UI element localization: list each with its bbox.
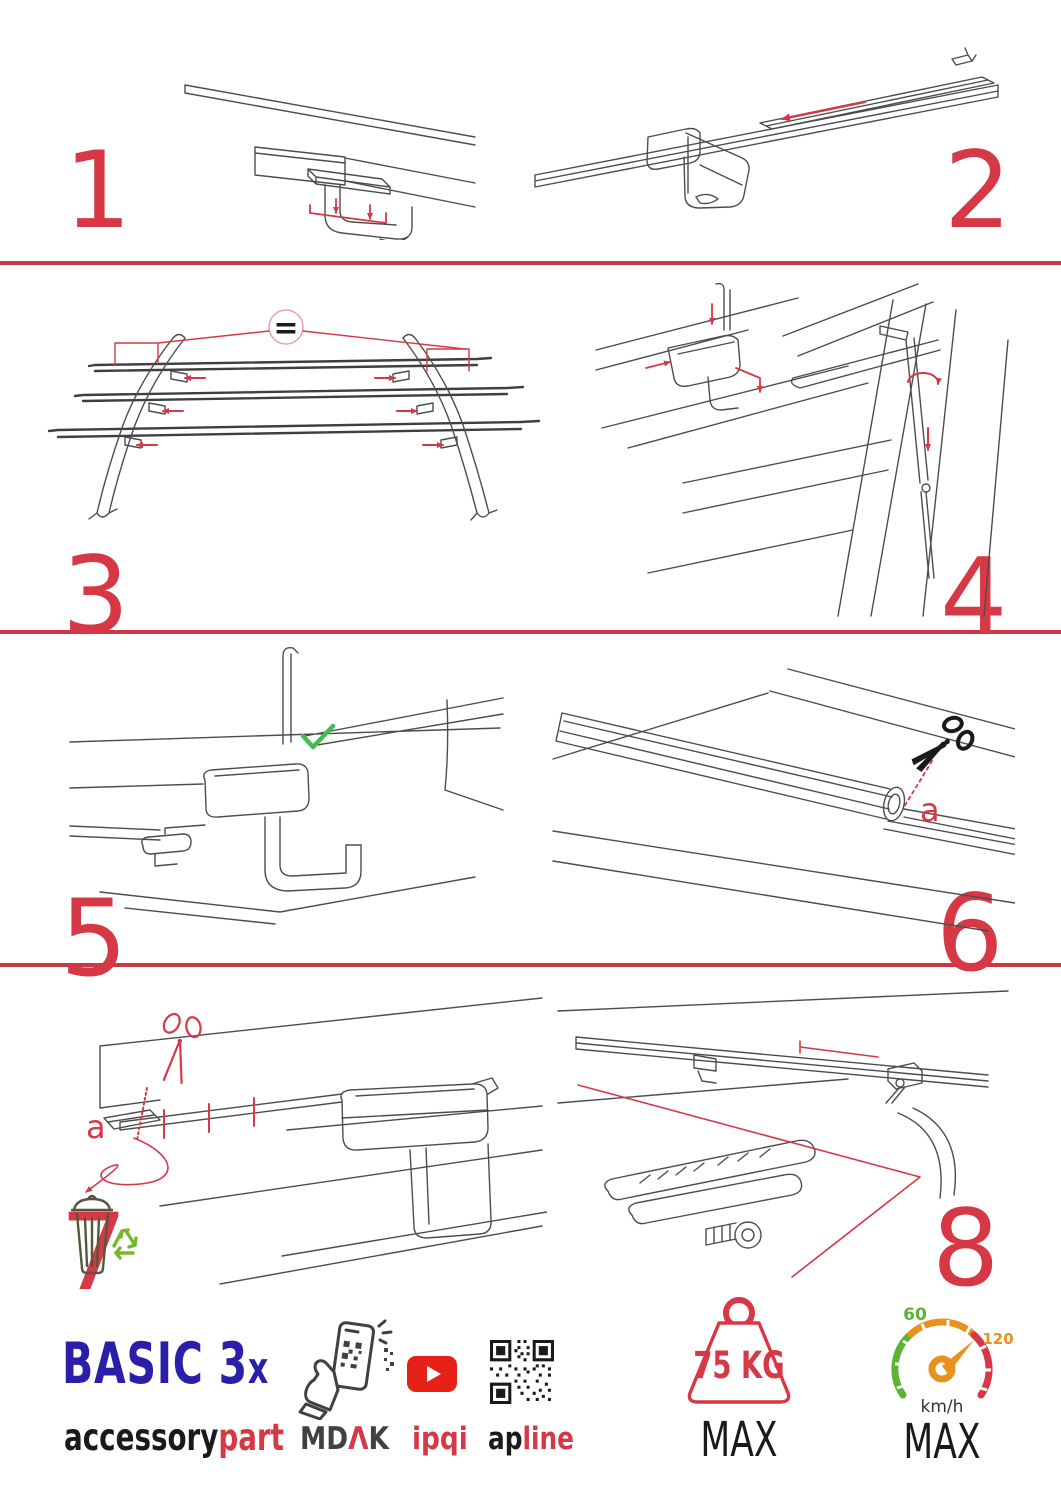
brand-apline — [488, 1421, 574, 1457]
floating-qr-pixels — [384, 1348, 394, 1371]
step2-drawing — [520, 25, 1015, 220]
step7-drawing — [42, 988, 547, 1290]
brand-mdak — [300, 1421, 389, 1457]
apline-red: line — [522, 1421, 574, 1457]
check-icon — [303, 726, 333, 747]
mdak-pre: MD — [300, 1421, 349, 1457]
step-number-8: 8 — [932, 1187, 998, 1310]
endcap-detail — [605, 1140, 815, 1248]
scissors-icon-red — [152, 1010, 206, 1085]
step4-drawing — [588, 278, 1012, 618]
product-suffix: x — [247, 1343, 270, 1394]
label-a: a — [920, 791, 940, 829]
step5-drawing — [55, 640, 515, 932]
ipqi-label: ipqi — [412, 1421, 468, 1457]
step6-drawing — [548, 663, 1015, 955]
section-divider — [0, 630, 1061, 634]
roof-rail-lines — [185, 85, 475, 207]
phone-qr-scan-icon — [296, 1318, 404, 1420]
equals-symbol: = — [273, 311, 299, 346]
clamp-assembly — [142, 764, 361, 891]
product-logo — [62, 1331, 270, 1397]
roof-surface — [70, 698, 503, 924]
step-number-6: 6 — [936, 872, 1002, 995]
speed-low-label: 60 — [903, 1305, 927, 1325]
insert-plate — [308, 169, 390, 194]
hook-rod — [283, 648, 298, 744]
weight-icon — [664, 1296, 814, 1466]
step1-drawing — [140, 55, 480, 240]
step3-drawing — [45, 285, 545, 533]
brand-wordmark — [64, 1416, 284, 1459]
weight-value: 75 KG — [693, 1343, 785, 1388]
product-name: BASIC 3 — [62, 1331, 248, 1397]
equals-badge — [269, 310, 303, 346]
mdak-caret: Λ — [348, 1421, 369, 1457]
weight-max-label: MAX — [700, 1411, 778, 1466]
trash-bin-icon — [72, 1196, 112, 1273]
brand-word-red: part — [218, 1416, 284, 1459]
step8-drawing — [548, 983, 1015, 1310]
speedometer-icon — [870, 1300, 1015, 1465]
brand-word-black: accessory — [64, 1416, 219, 1459]
crossbar — [535, 48, 998, 187]
discard-squiggle — [86, 1138, 168, 1192]
apline-black: ap — [488, 1421, 523, 1457]
hook-bolt — [716, 284, 730, 330]
insert-arrows — [310, 199, 386, 223]
roof-context-left — [596, 284, 940, 448]
step-number-3: 3 — [62, 534, 128, 657]
roof-rails-bg — [553, 669, 1015, 931]
step-number-4: 4 — [940, 536, 1006, 659]
section-divider — [0, 963, 1061, 967]
youtube-icon — [407, 1356, 457, 1392]
mdak-post: K — [368, 1421, 389, 1457]
section-divider — [0, 261, 1061, 265]
step-number-7: 7 — [60, 1191, 126, 1314]
clamp-underside — [341, 1078, 498, 1238]
qr-code-icon — [490, 1340, 554, 1404]
clamp-left — [668, 336, 740, 411]
clamp-block — [647, 129, 749, 209]
step-number-1: 1 — [64, 129, 130, 252]
speed-unit: km/h — [920, 1397, 964, 1417]
speed-high-label: 120 — [982, 1330, 1014, 1348]
recycle-icon — [114, 1230, 136, 1258]
crossbar-profile — [556, 713, 1015, 855]
brand-ipqi — [412, 1421, 468, 1457]
car-side-right — [648, 300, 1008, 616]
label-a: a — [86, 1108, 106, 1146]
step-number-5: 5 — [60, 877, 126, 1000]
step-number-2: 2 — [944, 129, 1010, 252]
speed-max-label: MAX — [903, 1413, 981, 1465]
phone-qr-pixels — [340, 1341, 362, 1369]
slide-arrow — [782, 102, 865, 119]
clamp-bracket — [325, 185, 412, 240]
scissors-icon — [903, 710, 980, 782]
